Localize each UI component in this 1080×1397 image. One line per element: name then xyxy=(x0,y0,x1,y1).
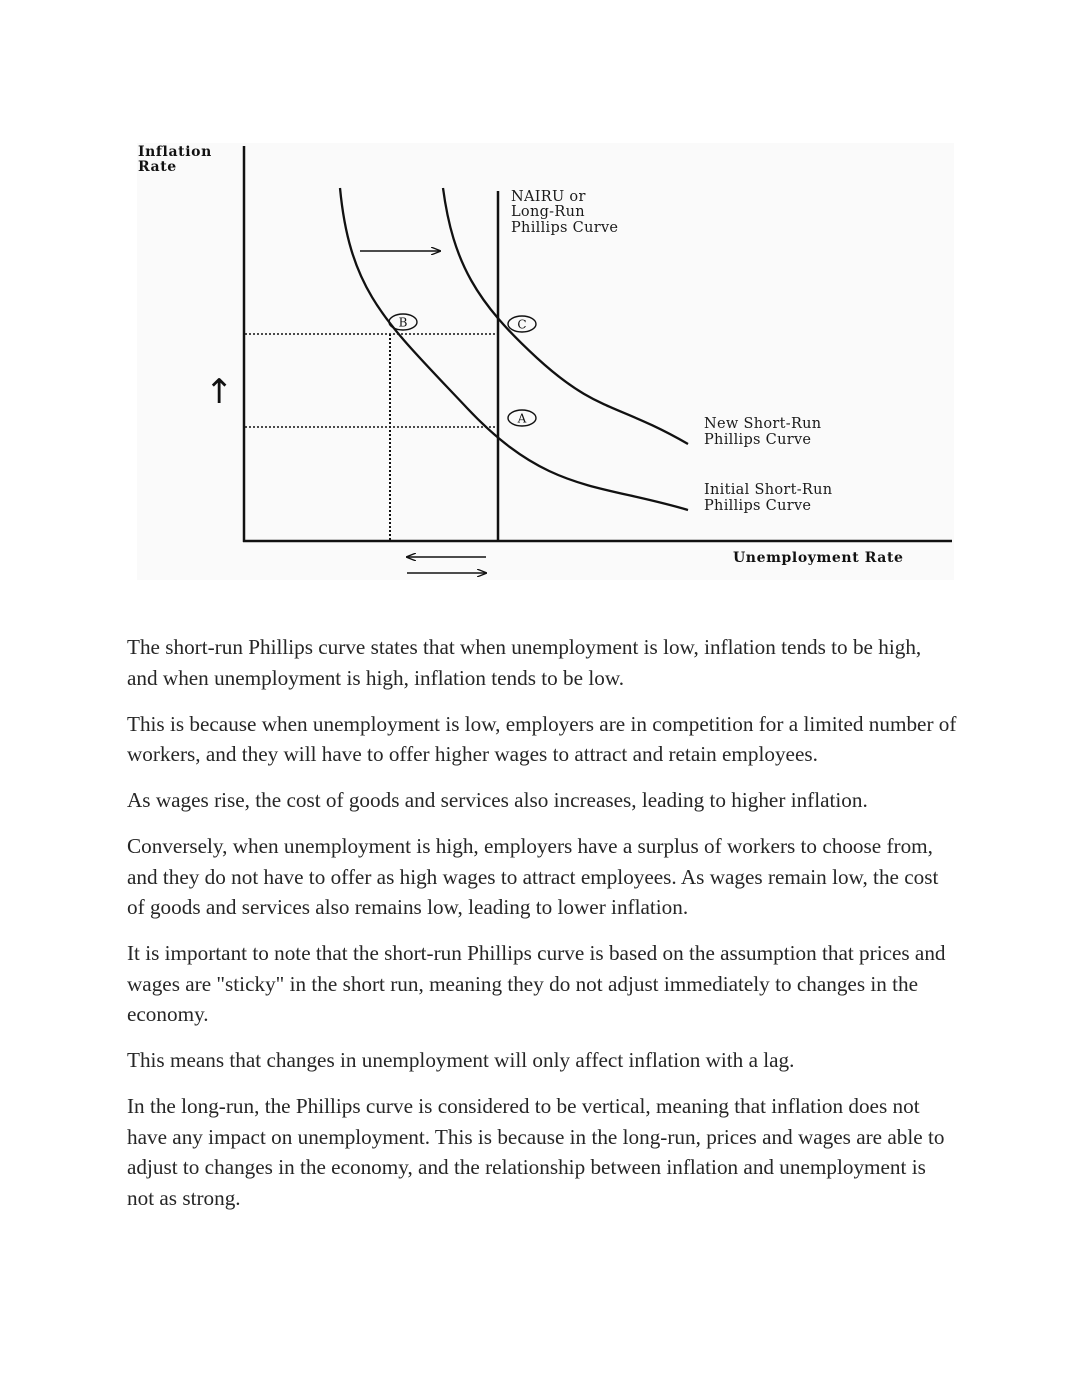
point-a-label: A xyxy=(517,411,527,426)
initial-srpc-label-line1: Initial Short-Run xyxy=(704,482,833,498)
new-srpc-label-line1: New Short-Run xyxy=(704,416,822,432)
lrpc-label-line3: Phillips Curve xyxy=(511,220,619,236)
initial-srpc-label-line2: Phillips Curve xyxy=(704,498,812,514)
point-c-label: C xyxy=(517,317,527,332)
paragraph: Conversely, when unemployment is high, employers have a surplus of workers to choose from, and they do not have to offer as high wages to attract employees. As wages remain low, the cost of goods and services also remains low, leading to lower inflation. xyxy=(127,834,939,919)
body-text xyxy=(127,632,957,1229)
y-axis-label-line2: Rate xyxy=(138,159,177,175)
point-a-marker xyxy=(508,410,536,426)
paragraph: This is because when unemployment is low, employers are in competition for a limited number of workers, and they will have to offer higher wages to attract and retain employees. xyxy=(127,711,957,766)
point-b-marker xyxy=(389,314,417,330)
paragraph: In the long-run, the Phillips curve is considered to be vertical, meaning that inflation does not have any impact on unemployment. This is because in the long-run, prices and wages are able to adjust to changes in the economy, and the relationship between inflation and unemployment is not as strong. xyxy=(127,1094,945,1210)
y-axis-label-line1: Inflation xyxy=(138,144,212,160)
phillips-curve-diagram xyxy=(137,143,954,580)
paragraph: This means that changes in unemployment will only affect inflation with a lag. xyxy=(127,1048,795,1072)
paragraph: It is important to note that the short-run Phillips curve is based on the assumption that prices and wages are "sticky" in the short run, meaning they do not adjust immediately to changes in the economy. xyxy=(127,941,946,1026)
new-srpc-label-line2: Phillips Curve xyxy=(704,432,812,448)
point-c-marker xyxy=(508,316,536,332)
paragraph: The short-run Phillips curve states that when unemployment is low, inflation tends to be high, and when unemployment is high, inflation tends to be low. xyxy=(127,635,922,690)
x-axis-label: Unemployment Rate xyxy=(733,550,904,566)
lrpc-label-line1: NAIRU or xyxy=(511,189,586,205)
paragraph: As wages rise, the cost of goods and services also increases, leading to higher inflation. xyxy=(127,788,868,812)
lrpc-label-line2: Long-Run xyxy=(511,204,585,220)
initial-short-run-phillips-curve xyxy=(340,188,688,510)
point-b-label: B xyxy=(398,315,408,330)
inflation-increase-arrow-icon: ↑ xyxy=(205,372,234,412)
phillips-curve-figure xyxy=(137,143,954,580)
